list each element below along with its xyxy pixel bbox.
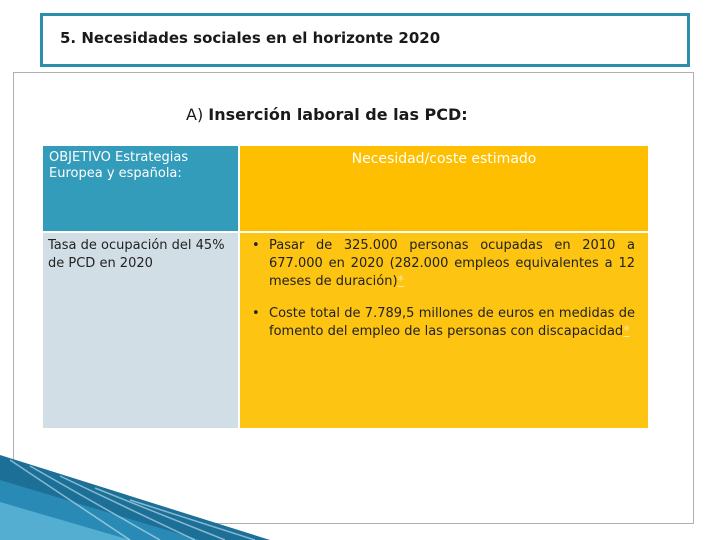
section-heading bbox=[186, 105, 468, 124]
table-header-need: Necesidad/coste estimado bbox=[240, 146, 648, 231]
page-title: 5. Necesidades sociales en el horizonte 2020 bbox=[60, 29, 441, 47]
need-cell bbox=[240, 233, 648, 428]
table-header-objective: OBJETIVO Estrategias Europea y española: bbox=[43, 146, 238, 231]
section-title: Inserción laboral de las PCD: bbox=[208, 105, 468, 124]
list-item bbox=[252, 237, 635, 291]
list-item bbox=[252, 305, 635, 341]
decorative-corner-graphic bbox=[0, 440, 270, 540]
footnote-link[interactable]: * bbox=[623, 324, 630, 339]
bullet-text-body: Coste total de 7.789,5 millones de euros en medidas de fomento del empleo de las personas con discapacidad bbox=[269, 306, 635, 339]
bullet-text bbox=[269, 305, 635, 341]
section-prefix: A) bbox=[186, 105, 204, 124]
bullet-text bbox=[269, 237, 635, 291]
bullet-marker: • bbox=[252, 306, 260, 321]
bullet-text-body: Pasar de 325.000 personas ocupadas en 2010 a 677.000 en 2020 (282.000 empleos equivalentes a 12 meses de duración) bbox=[269, 238, 635, 289]
objective-cell: Tasa de ocupación del 45% de PCD en 2020 bbox=[43, 233, 238, 428]
bullet-marker: • bbox=[252, 238, 260, 253]
footnote-link[interactable]: * bbox=[397, 274, 405, 289]
